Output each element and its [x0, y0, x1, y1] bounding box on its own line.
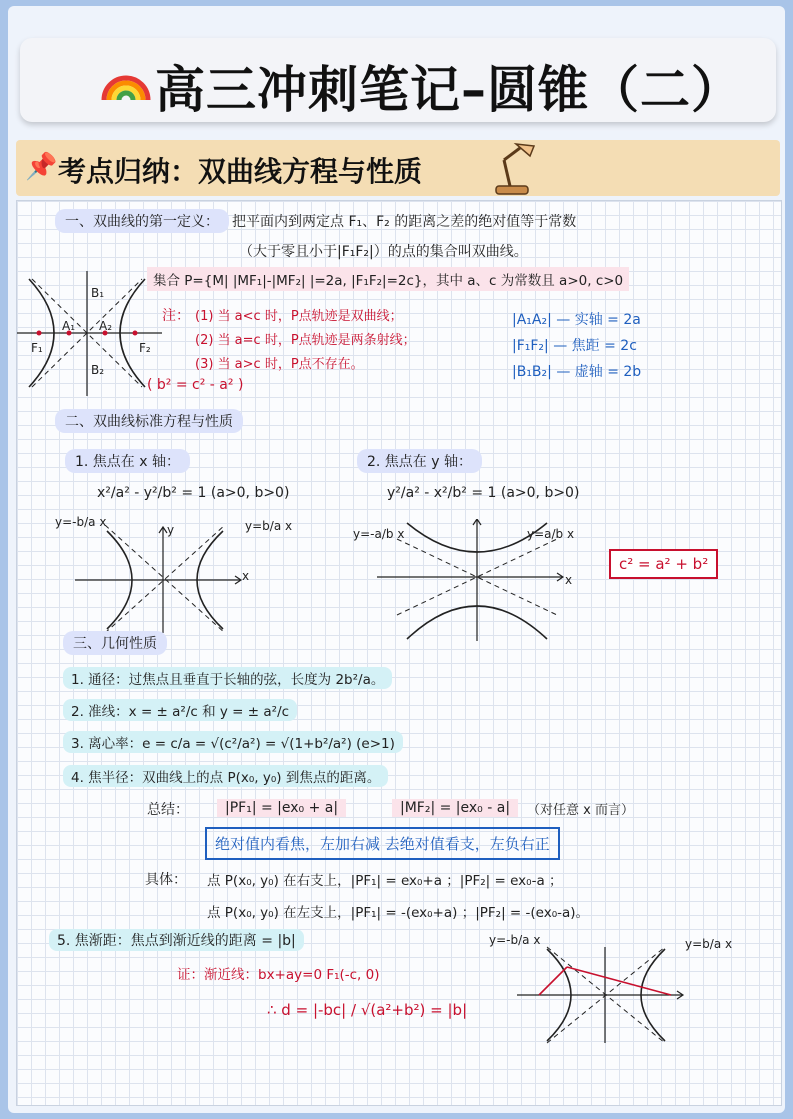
focus-asymptote-distance-item: 5. 焦渐距：焦点到渐近线的距离 = |b| — [49, 929, 304, 951]
y-axis-hyperbola-diagram — [377, 519, 577, 644]
set-definition: 集合 P={M| |MF₁|-|MF₂| |=2a, |F₁F₂|=2c}，其中 a、c 为常数且 a>0, c>0 — [147, 267, 629, 291]
summary-label: 总结： — [147, 802, 189, 818]
case1-title: 1. 焦点在 x 轴： — [65, 449, 190, 473]
rule-box: 绝对值内看焦，左加右减 去绝对值看支，左负右正 — [205, 827, 560, 860]
section3-heading: 三、几何性质 — [63, 631, 167, 655]
label-F2: F₂ — [139, 341, 151, 355]
case1-y-label: y — [167, 523, 175, 537]
page-title: 高三冲刺笔记–圆锥（二） — [155, 61, 742, 119]
proof-line-2: ∴ d = |-bc| / √(a²+b²) = |b| — [267, 1001, 468, 1019]
focus-asymptote-diagram — [517, 945, 697, 1045]
note-title: 注： — [162, 308, 190, 324]
focal-distance-note: |F₁F₂| — 焦距 = 2c — [512, 338, 637, 354]
case2-title: 2. 焦点在 y 轴： — [357, 449, 482, 473]
section1-heading: 一、双曲线的第一定义： — [55, 209, 229, 233]
summary-note: （对任意 x 而言） — [527, 803, 634, 818]
definition-line1: 把平面内到两定点 F₁、F₂ 的距离之差的绝对值等于常数 — [232, 214, 577, 230]
note-item-2: (2) 当 a=c 时，P点轨迹是两条射线； — [195, 333, 416, 348]
relation-box: c² = a² + b² — [609, 549, 718, 579]
detail-right-branch: 点 P(x₀, y₀) 在右支上，|PF₁| = ex₀+a ；|PF₂| = ex₀-a ； — [207, 873, 563, 889]
section2-heading: 二、双曲线标准方程与性质 — [55, 409, 243, 433]
desk-lamp-icon — [490, 140, 542, 196]
diag-asymptote-left: y=-b/a x — [489, 933, 541, 947]
rainbow-icon — [100, 52, 152, 104]
summary-pf2: |MF₂| = |ex₀ - a| — [392, 799, 518, 817]
definition-line2: （大于零且小于|F₁F₂|）的点的集合叫双曲线。 — [239, 244, 528, 260]
label-A2: A₂ — [99, 319, 113, 333]
diag-asymptote-right: y=b/a x — [685, 937, 733, 951]
x-axis-hyperbola-diagram — [75, 525, 255, 635]
pushpin-icon: 📌 — [25, 152, 58, 182]
case1-x-label: x — [242, 569, 250, 583]
imaginary-axis-note: |B₁B₂| — 虚轴 = 2b — [512, 364, 642, 380]
focal-radius-item: 4. 焦半径：双曲线上的点 P(x₀, y₀) 到焦点的距离。 — [63, 765, 388, 787]
case1-equation: x²/a² - y²/b² = 1 (a>0, b>0) — [97, 485, 290, 501]
case2-equation: y²/a² - x²/b² = 1 (a>0, b>0) — [387, 485, 580, 501]
detail-label: 具体： — [145, 872, 187, 888]
label-A1: A₁ — [62, 319, 76, 333]
label-B2: B₂ — [91, 363, 105, 377]
proof-line-1: 证：渐近线：bx+ay=0 F₁(-c, 0) — [177, 967, 380, 983]
note-item-3: (3) 当 a>c 时，P点不存在。 — [195, 357, 364, 372]
case1-asymptote-right: y=b/a x — [245, 519, 293, 533]
directrix-item: 2. 准线：x = ± a²/c 和 y = ± a²/c — [63, 699, 297, 721]
case1-asymptote-left: y=-b/a x — [55, 515, 107, 529]
eccentricity-item: 3. 离心率：e = c/a = √(c²/a²) = √(1+b²/a²) (e>1) — [63, 731, 403, 753]
latus-rectum-item: 1. 通径：过焦点且垂直于长轴的弦，长度为 2b²/a。 — [63, 667, 392, 689]
label-F1: F₁ — [31, 341, 43, 355]
summary-pf1: |PF₁| = |ex₀ + a| — [217, 799, 346, 817]
case2-x-label: x — [565, 573, 573, 587]
case2-asymptote-right: y=a/b x — [527, 527, 575, 541]
case2-asymptote-left: y=-a/b x — [353, 527, 405, 541]
label-B1: B₁ — [91, 286, 105, 300]
note-item-1: (1) 当 a<c 时，P点轨迹是双曲线； — [195, 309, 403, 324]
b-squared-relation: ( b² = c² - a² ) — [147, 377, 244, 393]
page-subtitle: 考点归纳：双曲线方程与性质 — [58, 155, 423, 188]
notebook-paper — [16, 200, 782, 1106]
real-axis-note: |A₁A₂| — 实轴 = 2a — [512, 312, 641, 328]
detail-left-branch: 点 P(x₀, y₀) 在左支上，|PF₁| = -(ex₀+a) ；|PF₂| = -(ex₀-a)。 — [207, 905, 590, 921]
